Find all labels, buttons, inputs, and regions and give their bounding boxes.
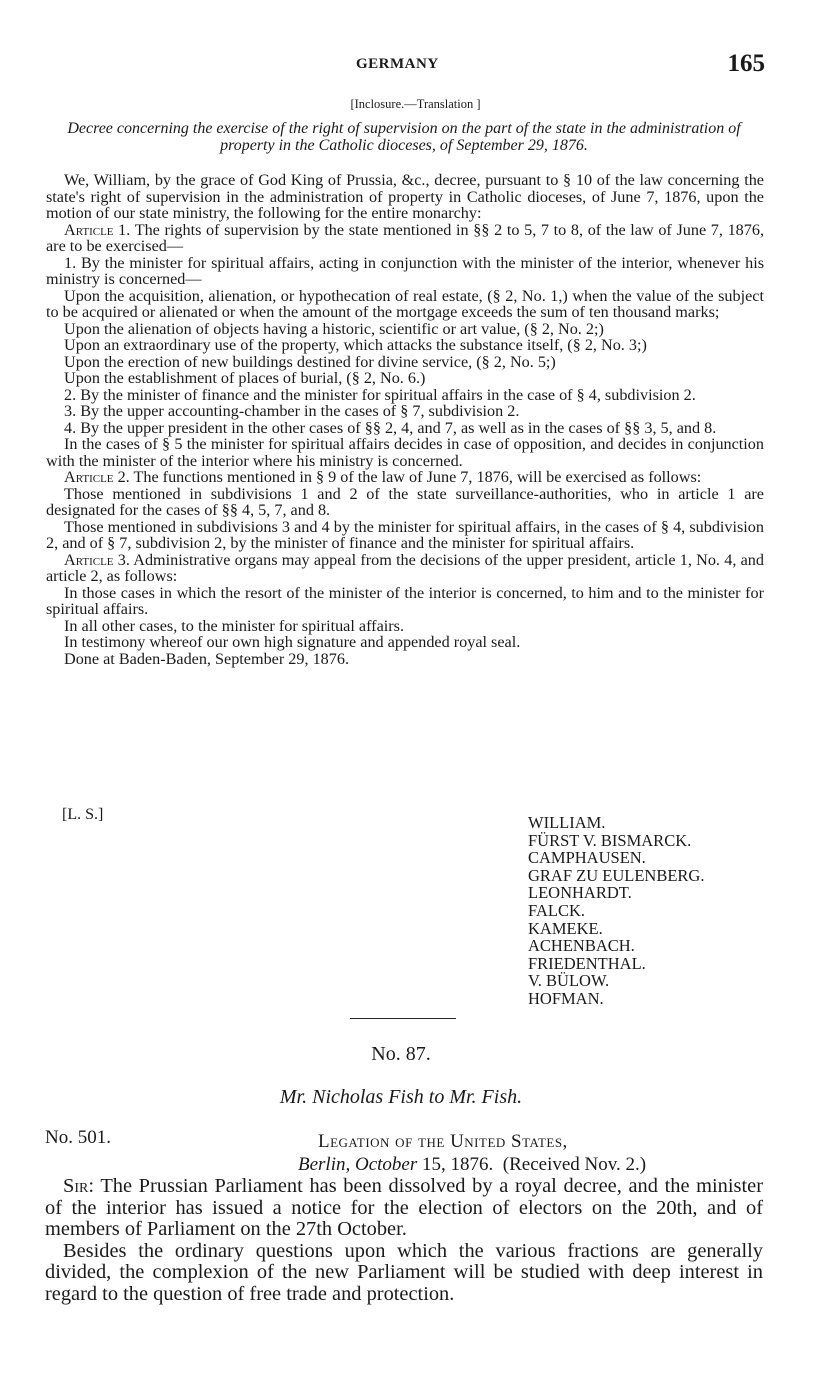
decree-paragraph: Done at Baden-Baden, September 29, 1876. xyxy=(64,649,350,668)
letter-body xyxy=(45,1176,763,1306)
letter-paragraph: Besides the ordinary questions upon which the various fractions are generally divided, the complexion of the new Parliament will be studied with deep interest in regard to the question of free trade and protection. xyxy=(45,1239,763,1305)
inclosure-label: [Inclosure.—Translation ] xyxy=(350,97,481,111)
decree-paragraph: Article 3. Administrative organs may appeal from the decisions of the upper president, article 1, No. 4, and article 2, as follows: xyxy=(46,550,764,585)
decree-paragraph: Upon the erection of new buildings destined for divine service, (§ 2, No. 5;) xyxy=(64,352,556,371)
decree-paragraph: 4. By the upper president in the other cases of §§ 2, 4, and 7, as well as in the cases of §§ 3, 5, and 8. xyxy=(64,418,717,437)
dispatch-number: No. 501. xyxy=(45,1127,111,1148)
decree-paragraph: 2. By the minister of finance and the minister for spiritual affairs in the case of § 4, subdivision 2. xyxy=(64,385,696,404)
decree-paragraph: Upon an extraordinary use of the property, which attacks the substance itself, (§ 2, No. 3;) xyxy=(64,336,647,354)
signatory: CAMPHAUSEN. xyxy=(528,848,646,868)
page-number: 165 xyxy=(727,50,765,77)
correspondents-heading: Mr. Nicholas Fish to Mr. Fish. xyxy=(279,1086,523,1108)
royal-seal-mark: [L. S.] xyxy=(62,806,104,823)
signatory: KAMEKE. xyxy=(528,918,603,938)
article-heading: Article 3. xyxy=(64,550,130,569)
signatory: FRIEDENTHAL. xyxy=(528,953,646,973)
article-heading: Article 2. xyxy=(64,468,130,486)
decree-paragraph: 3. By the upper accounting-chamber in the cases of § 7, subdivision 2. xyxy=(64,402,520,420)
decree-paragraph: Upon the establishment of places of burial, (§ 2, No. 6.) xyxy=(64,369,426,387)
decree-paragraph: In testimony whereof our own high signature and appended royal seal. xyxy=(64,633,521,651)
decree-paragraph: In those cases in which the resort of the minister of the interior is concerned, to him and to the minister for spiritual affairs. xyxy=(46,583,764,618)
signatory: GRAF ZU EULENBERG. xyxy=(528,865,705,885)
decree-paragraph: In the cases of § 5 the minister for spiritual affairs decides in case of opposition, and decides in conjunction with the minister of the interior where his ministry is concerned. xyxy=(46,435,764,470)
page-header xyxy=(0,52,831,80)
decree-paragraph: Those mentioned in subdivisions 1 and 2 of the state surveillance-authorities, who in article 1 are designated for the cases of §§ 4, 5, 7, and 8. xyxy=(46,484,764,519)
salutation: Sir: xyxy=(63,1175,95,1197)
signatory: ACHENBACH. xyxy=(528,936,635,956)
running-title: GERMANY xyxy=(356,56,439,72)
document-number: No. 87. xyxy=(371,1043,431,1065)
decree-paragraph: 1. By the minister for spiritual affairs, acting in conjunction with the minister of the interior, whenever his ministry is concerned— xyxy=(46,253,764,288)
letter-paragraph: Sir: The Prussian Parliament has been dissolved by a royal decree, and the minister of the interior has issued a notice for the election of electors on the 20th, and of members of Parliament on the 27th October. xyxy=(45,1175,763,1241)
signatory: FALCK. xyxy=(528,900,585,920)
signatory: HOFMAN. xyxy=(528,988,604,1008)
signature-block xyxy=(528,814,704,1008)
decree-paragraph: Article 2. The functions mentioned in § 9 of the law of June 7, 1876, will be exercised as follows: xyxy=(64,468,702,486)
decree-paragraph: Those mentioned in subdivisions 3 and 4 by the minister for spiritual affairs, in the cases of § 4, subdivision 2, and of § 7, subdivision 2, by the minister of finance and the minister for spiritual affairs. xyxy=(46,517,764,552)
signatory: V. BÜLOW. xyxy=(528,971,610,991)
decree-title: Decree concerning the exercise of the right of supervision on the part of the state in the administration of property in the Catholic dioceses, of September 29, 1876. xyxy=(67,120,741,154)
dateline xyxy=(298,1154,646,1176)
article-heading: Article 1. xyxy=(64,220,131,239)
dateline-place: Berlin, October xyxy=(298,1154,418,1175)
signatory: FÜRST V. BISMARCK. xyxy=(528,830,692,850)
received-note: (Received Nov. 2.) xyxy=(502,1154,647,1175)
decree-paragraph: We, William, by the grace of God King of Prussia, &c., decree, pursuant to § 10 of the law concerning the state's right of supervision in the administration of property in Catholic dioceses, of June 7, 1876, upon the motion of our state ministry, the following for the entire monarchy: xyxy=(46,171,764,222)
decree-paragraph: Upon the alienation of objects having a historic, scientific or art value, (§ 2, No. 2;) xyxy=(64,319,604,338)
signatory: WILLIAM. xyxy=(528,813,606,832)
decree-paragraph: In all other cases, to the minister for spiritual affairs. xyxy=(64,616,404,635)
section-divider xyxy=(350,1018,456,1019)
decree-body xyxy=(46,172,764,667)
decree-paragraph: Article 1. The rights of supervision by the state mentioned in §§ 2 to 5, 7 to 8, of the law of June 7, 1876, are to be exercised— xyxy=(46,220,764,255)
dateline-date: 15, 1876. xyxy=(417,1154,494,1175)
legation-heading: Legation of the United States, xyxy=(318,1131,568,1152)
signatory: LEONHARDT. xyxy=(528,883,632,903)
decree-paragraph: Upon the acquisition, alienation, or hypothecation of real estate, (§ 2, No. 1,) when the value of the subject to be acquired or alienated or when the amount of the mortgage exceeds the sum of ten thousand marks; xyxy=(46,286,764,321)
